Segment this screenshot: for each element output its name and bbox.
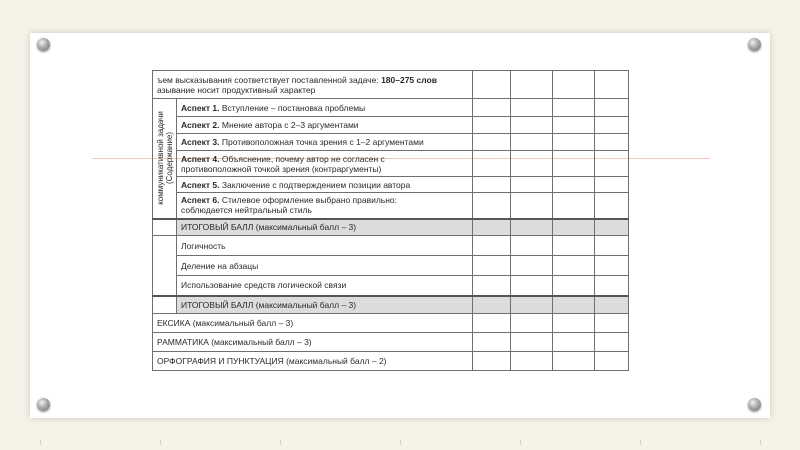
aspect-text: Вступление – постановка проблемы: [221, 102, 366, 113]
table-row: [153, 236, 629, 256]
table-row: [153, 314, 629, 333]
aspect-label: Аспект 5.: [181, 179, 220, 190]
table-row: [153, 276, 629, 296]
aspect-cell: [177, 177, 473, 193]
score-cell: [553, 71, 595, 99]
table-row: [153, 177, 629, 193]
table-row: [153, 256, 629, 276]
criterion-cell: Логичность: [177, 236, 473, 256]
table-row: [153, 151, 629, 177]
score-cell: [595, 71, 629, 99]
aspect-text: противоположной точкой зрения (контраргументы): [181, 163, 382, 174]
table-row: [153, 193, 629, 219]
criterion-cell: Использование средств логической связи: [177, 276, 473, 296]
aspect-text: Заключение с подтверждением позиции автора: [221, 179, 411, 190]
blank-cell: [153, 236, 177, 296]
total-score-label: ИТОГОВЫЙ БАЛЛ (максимальный балл – 3): [177, 296, 473, 314]
aspect-cell: [177, 99, 473, 117]
lexis-cell: ЕКСИКА (максимальный балл – 3): [153, 314, 473, 333]
aspect-label: Аспект 2.: [181, 120, 220, 130]
grammar-cell: РАММАТИКА (максимальный балл – 3): [153, 333, 473, 352]
word-count: 180–275 слов: [381, 74, 437, 85]
aspect-cell: [177, 134, 473, 151]
header-line2: азывание носит продуктивный характер: [157, 84, 316, 95]
score-cell: [473, 71, 511, 99]
blank-cell: [153, 296, 177, 314]
communicative-task-label: коммуникативной задачи: [155, 111, 165, 206]
pin-icon: [37, 38, 50, 51]
header-line1: ъем высказывания соответствует поставленной задаче:: [157, 74, 382, 85]
table-row: [153, 333, 629, 352]
score-cell: [511, 71, 553, 99]
orthography-cell: ОРФОГРАФИЯ И ПУНКТУАЦИЯ (максимальный балл – 2): [153, 352, 473, 371]
aspect-label: Аспект 6.: [181, 195, 220, 206]
pin-icon: [37, 398, 50, 411]
table-row: [153, 99, 629, 117]
table-row: [153, 296, 629, 314]
table-row: [153, 219, 629, 236]
pin-icon: [748, 38, 761, 51]
aspect-text: Мнение автора с 2–3 аргументами: [221, 120, 359, 130]
aspect-text: Объяснение, почему автор не согласен с: [221, 153, 385, 164]
pin-icon: [748, 398, 761, 411]
aspect-label: Аспект 1.: [181, 102, 220, 113]
aspect-cell: [177, 193, 473, 219]
total-score-label: ИТОГОВЫЙ БАЛЛ (максимальный балл – 3): [177, 219, 473, 236]
assessment-table: [152, 70, 629, 371]
aspect-label: Аспект 3.: [181, 137, 220, 147]
table-row: [153, 71, 629, 99]
table-row: [153, 117, 629, 134]
criterion-cell: Деление на абзацы: [177, 256, 473, 276]
header-cell: [153, 71, 473, 99]
bottom-ruler: [0, 440, 800, 446]
table-row: [153, 352, 629, 371]
aspect-text: соблюдается нейтральный стиль: [181, 205, 312, 216]
aspect-label: Аспект 4.: [181, 153, 220, 164]
content-label: (Содержание): [164, 132, 174, 185]
aspect-cell: [177, 117, 473, 134]
aspect-text: Противоположная точка зрения с 1–2 аргументами: [221, 137, 424, 147]
aspect-text: Стилевое оформление выбрано правильно:: [221, 195, 398, 206]
table-row: [153, 134, 629, 151]
aspect-cell: [177, 151, 473, 177]
blank-cell: [153, 219, 177, 236]
communicative-task-label-cell: [153, 99, 177, 219]
